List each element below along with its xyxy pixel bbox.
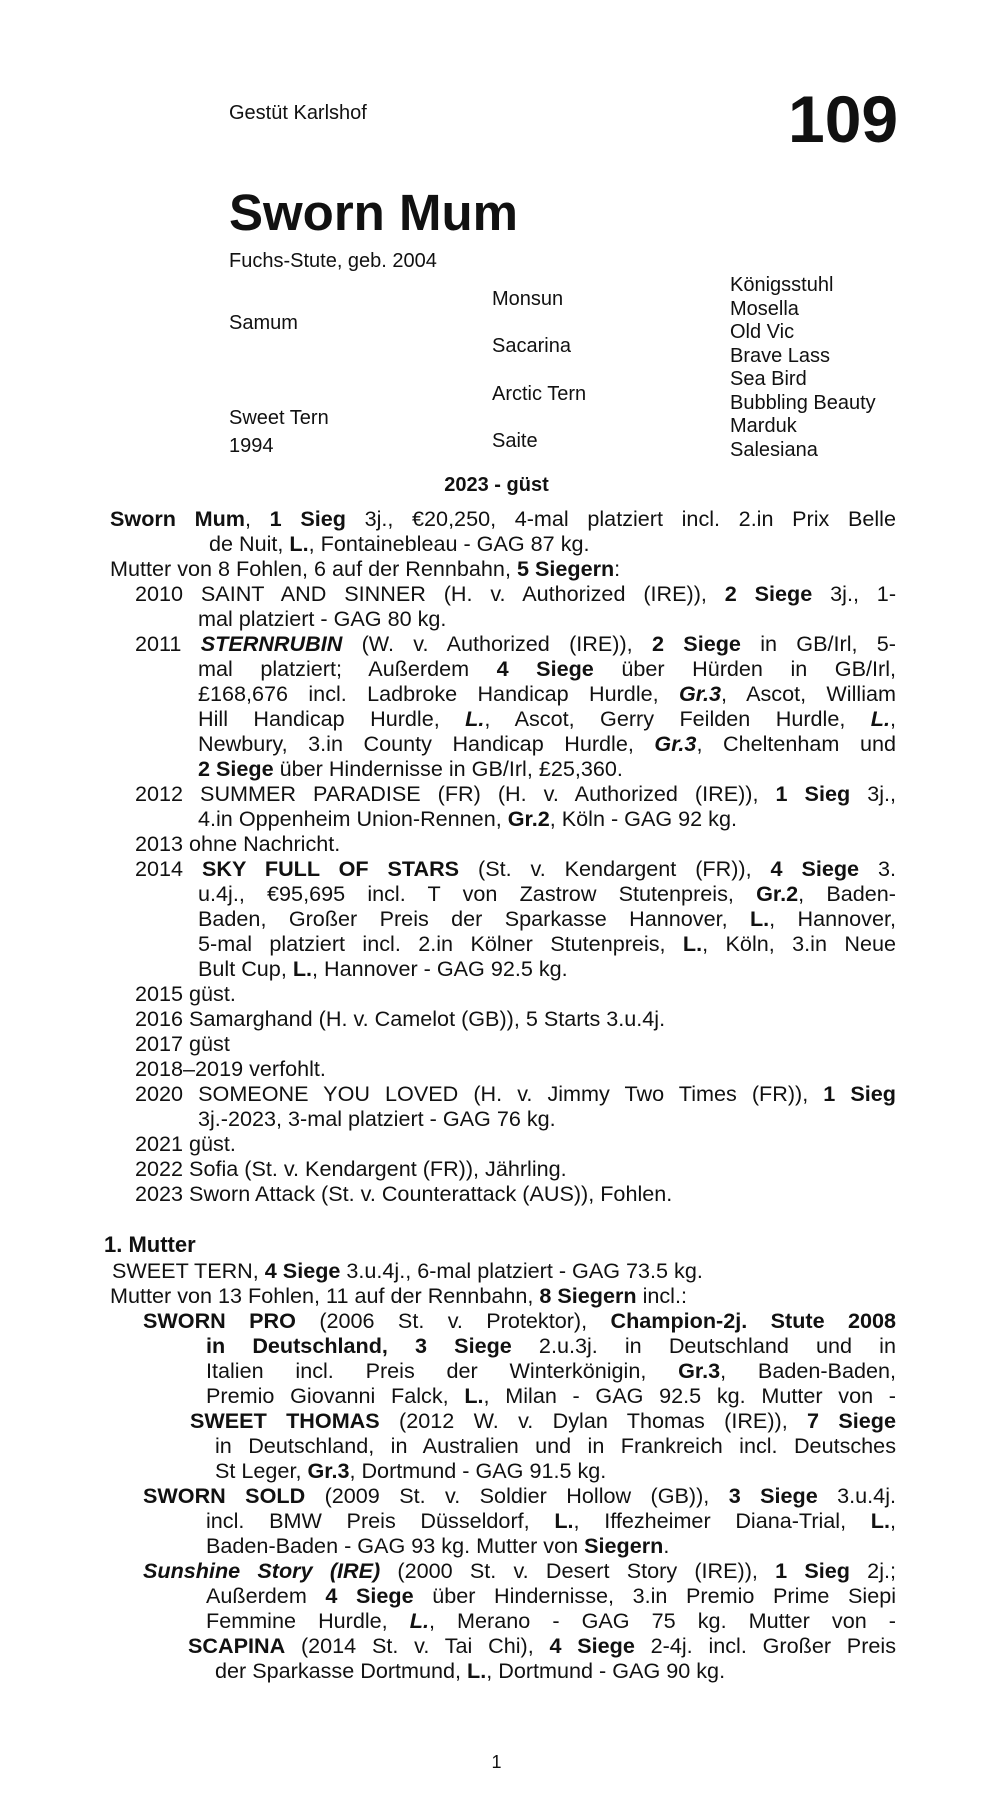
text: incl.: — [636, 1283, 687, 1308]
text: 2012 SUMMER PARADISE (FR) (H. v. Authorized (IRE)), — [135, 781, 776, 806]
record-line — [110, 531, 896, 556]
text: Premio Giovanni Falck, — [206, 1383, 465, 1408]
record-line — [198, 656, 896, 681]
pedigree-ancestor: Mosella — [730, 297, 799, 320]
offspring-2022: 2022 Sofia (St. v. Kendargent (FR)), Jährling. — [135, 1156, 567, 1181]
text: Mutter von 8 Fohlen, 6 auf der Rennbahn, — [110, 556, 517, 581]
wins: 2 Siege — [724, 581, 813, 606]
offspring-2014 — [135, 856, 896, 881]
wins: 7 Siege — [807, 1408, 896, 1433]
sibling-name: SWORN PRO — [143, 1308, 296, 1333]
wins: 3 Siege — [728, 1483, 818, 1508]
wins: 1 Sieg — [823, 1081, 896, 1106]
text: 2j.; — [849, 1558, 896, 1583]
sibling-sworn-sold — [143, 1483, 896, 1508]
text: : — [614, 556, 621, 581]
record-line — [206, 1508, 896, 1533]
race-class: Gr.3 — [678, 681, 721, 706]
text: Bult Cup, — [198, 956, 293, 981]
text: in GB/Irl, 5- — [740, 631, 896, 656]
text: 3j., €20,250, 4-mal platziert incl. 2.in Prix Belle — [345, 506, 896, 531]
text: mal platziert; Außerdem — [198, 656, 497, 681]
text: incl. BMW Preis Düsseldorf, — [206, 1508, 555, 1533]
offspring-2013: 2013 ohne Nachricht. — [135, 831, 341, 856]
record-line: in Deutschland, in Australien und in Frankreich incl. Deutsches — [215, 1433, 896, 1458]
pedigree-ancestor: Salesiana — [730, 438, 818, 461]
text: , Baden-Baden, — [720, 1358, 896, 1383]
text: 2010 SAINT AND SINNER (H. v. Authorized (IRE)), — [135, 581, 725, 606]
record-line — [206, 1583, 896, 1608]
text: SWEET TERN, — [112, 1258, 265, 1283]
text: , Iffezheimer Diana-Trial, — [573, 1508, 871, 1533]
race-class: Gr.3 — [307, 1458, 350, 1483]
record-line — [110, 1283, 896, 1308]
text: 2014 — [135, 856, 202, 881]
text: , Ascot, Gerry Feilden Hurdle, — [484, 706, 871, 731]
text: Femmine Hurdle, — [206, 1608, 410, 1633]
text: Außerdem — [206, 1583, 326, 1608]
offspring-2011 — [135, 631, 896, 656]
record-line — [198, 756, 896, 781]
status-line: 2023 - güst — [444, 474, 549, 496]
text: Hill Handicap Hurdle, — [198, 706, 466, 731]
record-line — [198, 806, 896, 831]
record-line — [110, 506, 896, 531]
race-class: L. — [682, 931, 703, 956]
race-class: Gr.2 — [756, 881, 799, 906]
text: , Milan - GAG 92.5 kg. Mutter von - — [483, 1383, 896, 1408]
wins: 2 Siege — [198, 756, 274, 781]
record-line — [206, 1358, 896, 1383]
text: 2.u.3j. in Deutschland und in — [511, 1333, 896, 1358]
pedigree-ancestor: Sea Bird — [730, 368, 807, 390]
offspring-2023: 2023 Sworn Attack (St. v. Counterattack (AUS)), Fohlen. — [135, 1181, 673, 1206]
race-class: L. — [749, 906, 770, 931]
text: , Dortmund - GAG 90 kg. — [486, 1658, 726, 1683]
offspring-2012 — [135, 781, 896, 806]
pedigree-dam: Sweet Tern — [229, 407, 329, 429]
text: , Köln - GAG 92 kg. — [549, 806, 737, 831]
text: , Dortmund - GAG 91.5 kg. — [349, 1458, 607, 1483]
offspring-2010 — [135, 581, 896, 606]
race-class: L. — [554, 1508, 574, 1533]
stud-name: Gestüt Karlshof — [229, 102, 367, 124]
text: 2-4j. incl. Großer Preis — [634, 1633, 896, 1658]
pedigree-dam-year: 1994 — [229, 435, 274, 457]
text: 4.in Oppenheim Union-Rennen, — [198, 806, 508, 831]
text: , Baden- — [798, 881, 896, 906]
text: Italien incl. Preis der Winterkönigin, — [206, 1358, 679, 1383]
text: , Köln, 3.in Neue — [702, 931, 896, 956]
lot-number: 109 — [788, 82, 899, 156]
offspring-2015: 2015 güst. — [135, 981, 236, 1006]
horse-name: Sworn Mum — [229, 184, 518, 241]
pedigree-ancestor: Bubbling Beauty — [730, 391, 876, 414]
pedigree-sire: Samum — [229, 312, 298, 334]
offspring-2018-2019: 2018–2019 verfohlt. — [135, 1056, 326, 1081]
offspring-2021: 2021 güst. — [135, 1131, 236, 1156]
text: , Ascot, William — [720, 681, 896, 706]
sibling-sunshine-story — [143, 1558, 896, 1583]
text: 3.u.4j., 6-mal platziert - GAG 73.5 kg. — [340, 1258, 703, 1283]
sibling-name: SWORN SOLD — [143, 1483, 306, 1508]
wins: 1 Sieg — [775, 781, 851, 806]
wins: 4 Siege — [770, 856, 860, 881]
record-line — [198, 731, 896, 756]
text: Baden-Baden - GAG 93 kg. Mutter von — [206, 1533, 585, 1558]
record-line — [206, 1383, 896, 1408]
title: Champion-2j. Stute 2008 — [610, 1308, 897, 1333]
dam-record — [110, 1258, 896, 1683]
text: 2020 SOMEONE YOU LOVED (H. v. Jimmy Two Times (FR)), — [135, 1081, 824, 1106]
race-class: L. — [465, 706, 485, 731]
text: , Merano - GAG 75 kg. Mutter von - — [428, 1608, 896, 1633]
title: in Deutschland, 3 Siege — [206, 1333, 512, 1358]
text: , Hannover, — [769, 906, 896, 931]
text: (2012 W. v. Dylan Thomas (IRE)), — [379, 1408, 808, 1433]
record-line — [198, 931, 896, 956]
record-line — [198, 906, 896, 931]
race-class: Gr.3 — [654, 731, 697, 756]
race-class: L. — [870, 706, 890, 731]
text: über Hindernisse, 3.in Premio Prime Siepi — [413, 1583, 897, 1608]
horse-name-inline: Sworn Mum — [110, 506, 246, 531]
record-line — [198, 681, 896, 706]
record-line — [198, 881, 896, 906]
text: £168,676 incl. Ladbroke Handicap Hurdle, — [198, 681, 679, 706]
text: (2006 St. v. Protektor), — [295, 1308, 611, 1333]
text: , Hannover - GAG 92.5 kg. — [312, 956, 568, 981]
text: 3j., — [850, 781, 896, 806]
text: de Nuit, — [209, 531, 290, 556]
offspring-name: SKY FULL OF STARS — [201, 856, 460, 881]
pedigree-ancestor: Königsstuhl — [730, 274, 834, 296]
grandchild-scapina — [188, 1633, 896, 1658]
race-record — [110, 506, 896, 1206]
text: über Hindernisse in GB/Irl, £25,360. — [273, 756, 623, 781]
text: , — [890, 1508, 896, 1533]
grandchild-sweet-thomas — [190, 1408, 896, 1433]
text: 3j., 1- — [812, 581, 897, 606]
text: u.4j., €95,695 incl. T von Zastrow Stutenpreis, — [198, 881, 757, 906]
section-heading-dam: 1. Mutter — [104, 1232, 196, 1257]
text: 3.u.4j. — [817, 1483, 896, 1508]
offspring-2020 — [135, 1081, 896, 1106]
text: (2000 St. v. Desert Story (IRE)), — [380, 1558, 776, 1583]
sibling-name: SCAPINA — [188, 1633, 286, 1658]
text: (2014 St. v. Tai Chi), — [285, 1633, 550, 1658]
wins: 2 Siege — [651, 631, 741, 656]
record-line: 3j.-2023, 3-mal platziert - GAG 76 kg. — [198, 1106, 556, 1131]
offspring-2016: 2016 Samarghand (H. v. Camelot (GB)), 5 Starts 3.u.4j. — [135, 1006, 666, 1031]
pedigree-ancestor: Old Vic — [730, 321, 795, 343]
sibling-name: SWEET THOMAS — [190, 1408, 380, 1433]
record-line — [206, 1533, 896, 1558]
pedigree-dam-dam: Saite — [492, 430, 538, 452]
wins: 4 Siege — [496, 656, 594, 681]
text: St Leger, — [215, 1458, 308, 1483]
text: (W. v. Authorized (IRE)), — [342, 631, 652, 656]
winners: 8 Siegern — [539, 1283, 637, 1308]
offspring-name: STERNRUBIN — [200, 631, 343, 656]
text: (2009 St. v. Soldier Hollow (GB)), — [305, 1483, 729, 1508]
pedigree-ancestor: Brave Lass — [730, 344, 831, 367]
text: (St. v. Kendargent (FR)), — [459, 856, 771, 881]
pedigree-ancestor: Marduk — [730, 415, 797, 437]
race-class: L. — [870, 1508, 890, 1533]
race-class: L. — [464, 1383, 484, 1408]
text: , Fontainebleau - GAG 87 kg. — [308, 531, 590, 556]
race-class: L. — [467, 1658, 487, 1683]
record-line — [215, 1658, 896, 1683]
text: 5-mal platziert incl. 2.in Kölner Stutenpreis, — [198, 931, 683, 956]
race-class: Gr.2 — [507, 806, 550, 831]
race-class: L. — [289, 531, 309, 556]
record-line — [198, 706, 896, 731]
pedigree-third-generation — [730, 274, 876, 462]
text: Mutter von 13 Fohlen, 11 auf der Rennbahn, — [110, 1283, 540, 1308]
text: 2011 — [135, 631, 201, 656]
horse-description: Fuchs-Stute, geb. 2004 — [229, 250, 437, 272]
pedigree-dam-sire: Arctic Tern — [492, 383, 587, 405]
record-line — [112, 1258, 896, 1283]
race-class: L. — [409, 1608, 429, 1633]
text: , — [890, 706, 896, 731]
pedigree-sire-dam: Sacarina — [492, 335, 571, 357]
text: der Sparkasse Dortmund, — [215, 1658, 468, 1683]
wins: 1 Sieg — [775, 1558, 850, 1583]
record-line — [198, 956, 896, 981]
text: . — [663, 1533, 670, 1558]
text: Newbury, 3.in County Handicap Hurdle, — [198, 731, 655, 756]
text: 3. — [859, 856, 896, 881]
sibling-sworn-pro — [143, 1308, 896, 1333]
text: , — [245, 506, 270, 531]
pedigree-sire-sire: Monsun — [492, 288, 564, 310]
race-class: L. — [292, 956, 313, 981]
wins: 1 Sieg — [269, 506, 346, 531]
wins: 4 Siege — [325, 1583, 414, 1608]
sibling-name: Sunshine Story (IRE) — [143, 1558, 381, 1583]
text: Baden, Großer Preis der Sparkasse Hannover, — [198, 906, 750, 931]
record-line — [215, 1458, 896, 1483]
text: über Hürden in GB/Irl, — [593, 656, 896, 681]
winners: 5 Siegern — [516, 556, 615, 581]
offspring-2017: 2017 güst — [135, 1031, 230, 1056]
winners: Siegern — [584, 1533, 664, 1558]
wins: 4 Siege — [549, 1633, 635, 1658]
record-line — [206, 1608, 896, 1633]
race-class: Gr.3 — [678, 1358, 721, 1383]
record-line — [110, 556, 896, 581]
record-line: mal platziert - GAG 80 kg. — [198, 606, 447, 631]
text: , Cheltenham und — [696, 731, 896, 756]
record-line — [206, 1333, 896, 1358]
page-number: 1 — [491, 1752, 502, 1772]
wins: 4 Siege — [264, 1258, 341, 1283]
